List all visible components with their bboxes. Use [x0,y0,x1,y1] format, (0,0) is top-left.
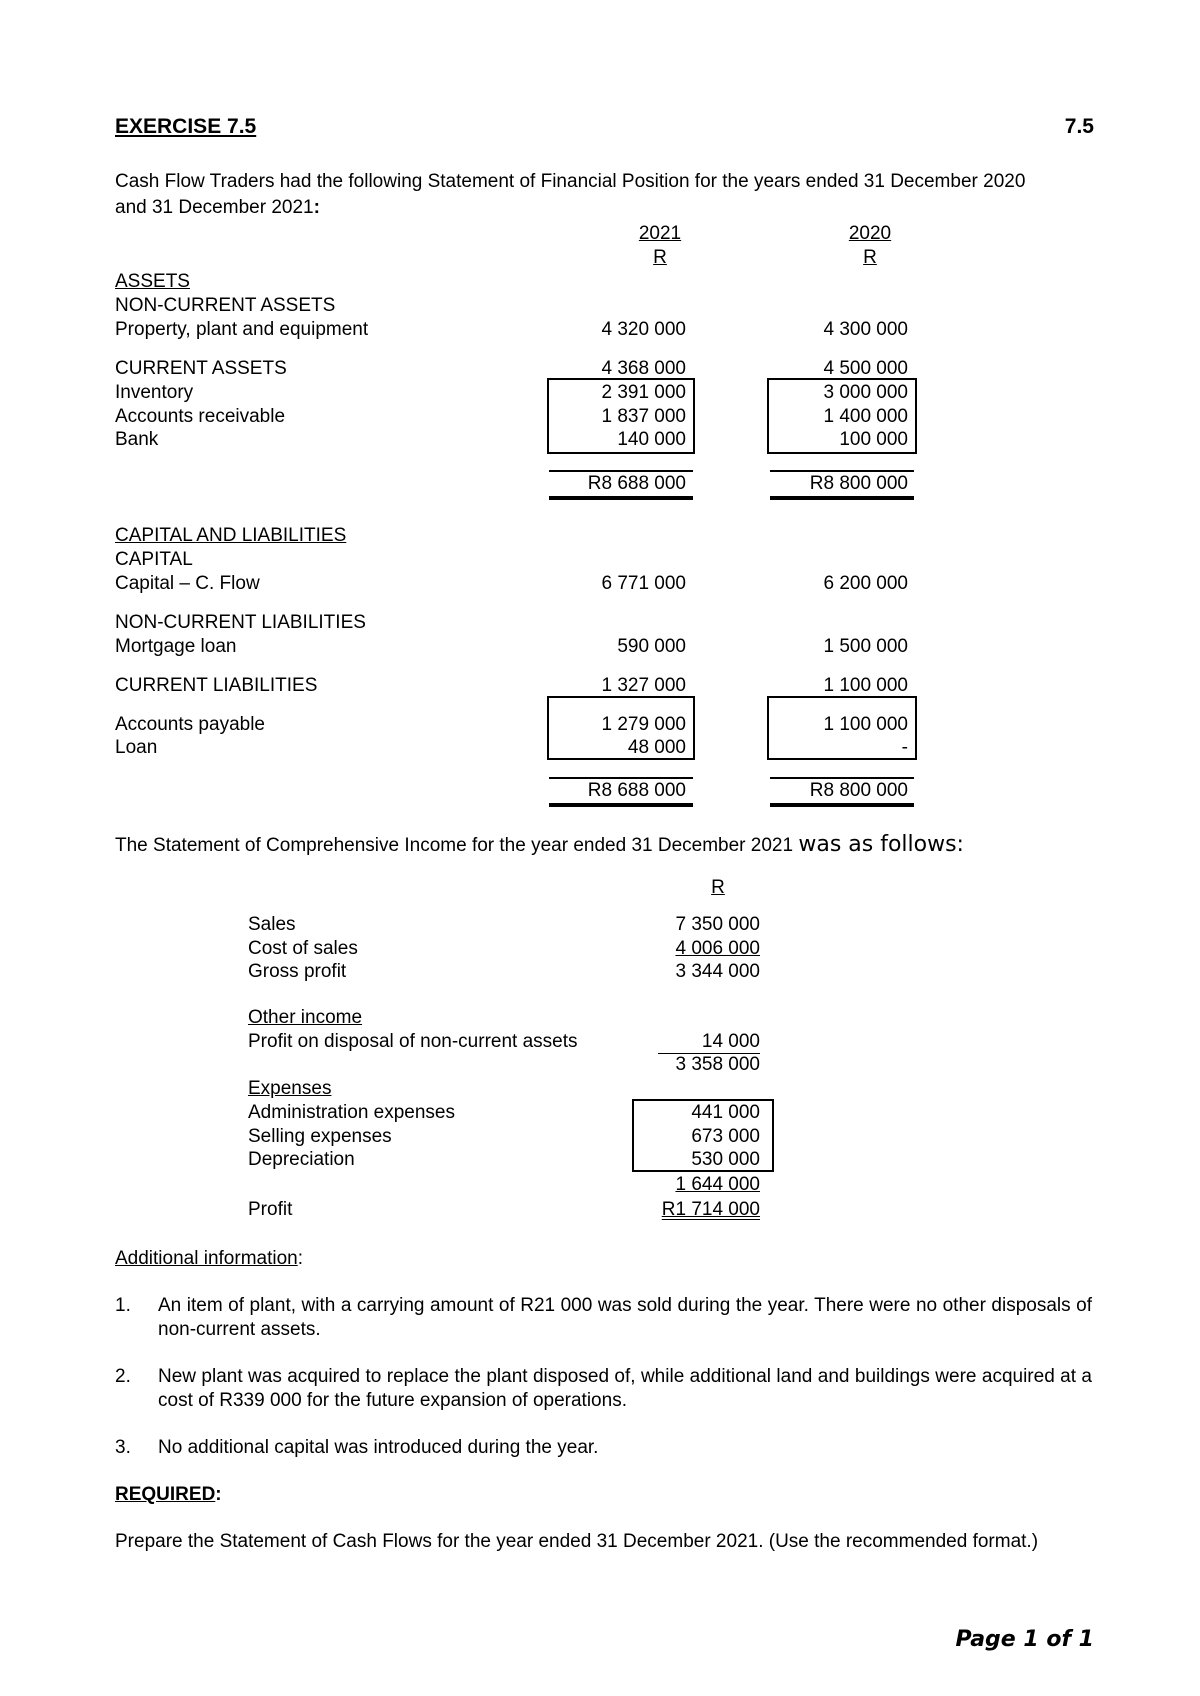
expenses-heading: Expenses [248,1078,332,1099]
other-income-heading: Other income [248,1007,363,1028]
total-cl-double-rule-2020 [770,803,914,807]
item-1-number: 1. [115,1295,131,1316]
required-text: Prepare the Statement of Cash Flows for the year ended 31 December 2021. (Use the recommended format.) [115,1531,1039,1552]
ppe-label: Property, plant and equipment [115,319,369,340]
item-2-text: New plant was acquired to replace the plant disposed of, while additional land and buildings were acquired at a cost of R339 000 for the future expansion of operations. [158,1366,1092,1411]
selling-value: 673 000 [691,1126,760,1147]
inventory-2020: 3 000 000 [823,382,908,403]
col-currency-2021: R [653,247,667,268]
col-header-2020: 2020 [848,223,892,244]
capital-2020: 6 200 000 [823,573,908,594]
capital-2021: 6 771 000 [601,573,686,594]
soci-currency: R [711,877,725,898]
profit-label: Profit [248,1199,293,1220]
cliab-2021: 1 327 000 [601,675,686,696]
profit-value: R1 714 000 [661,1199,760,1220]
ppe-2020: 4 300 000 [823,319,908,340]
page-number: Page 1 of 1 [955,1627,1094,1652]
assets-heading: ASSETS [115,271,190,292]
mortgage-label: Mortgage loan [115,636,237,657]
ca-2020: 4 500 000 [823,358,908,379]
ca-2021: 4 368 000 [601,358,686,379]
item-1-text: An item of plant, with a carrying amount of R21 000 was sold during the year. There were no other disposals of non-current assets. [158,1295,1092,1340]
disposal-label: Profit on disposal of non-current assets [248,1031,578,1052]
cliab-label: CURRENT LIABILITIES [115,675,318,696]
required-heading: REQUIRED: [115,1484,222,1505]
nca-heading: NON-CURRENT ASSETS [115,295,336,316]
total-cl-double-rule-2021 [549,803,693,807]
bank-2020: 100 000 [839,429,908,450]
ca-label: CURRENT ASSETS [115,358,287,379]
bank-label: Bank [115,429,159,450]
disposal-value: 14 000 [701,1031,760,1052]
gp-label: Gross profit [248,961,347,982]
sales-label: Sales [248,914,296,935]
total-assets-2020: R8 800 000 [809,473,908,494]
total-assets-double-rule-2020 [770,496,914,500]
total-assets-2021: R8 688 000 [587,473,686,494]
item-3-number: 3. [115,1437,131,1458]
receivable-label: Accounts receivable [115,406,286,427]
subtotal-value: 3 358 000 [675,1054,760,1075]
loan-2021: 48 000 [627,737,686,758]
intro-line-1: Cash Flow Traders had the following Statement of Financial Position for the years ended 31 December 2020 [115,171,1026,192]
col-currency-2020: R [863,247,877,268]
additional-heading: Additional information: [115,1248,303,1269]
capital-label: Capital – C. Flow [115,573,260,594]
admin-label: Administration expenses [248,1102,455,1123]
inventory-2021: 2 391 000 [601,382,686,403]
loan-label: Loan [115,737,158,758]
exercise-title: EXERCISE 7.5 [115,115,257,138]
bank-2021: 140 000 [617,429,686,450]
receivable-2021: 1 837 000 [601,406,686,427]
depreciation-value: 530 000 [691,1149,760,1170]
receivable-2020: 1 400 000 [823,406,908,427]
mortgage-2021: 590 000 [617,636,686,657]
total-cl-2020: R8 800 000 [809,780,908,801]
total-assets-double-rule-2021 [549,496,693,500]
total-cl-2021: R8 688 000 [587,780,686,801]
soci-intro: The Statement of Comprehensive Income for the year ended 31 December 2021 was as follows: [115,832,964,857]
loan-2020: - [901,737,908,758]
intro-line-2: and 31 December 2021: [115,197,320,218]
expenses-total: 1 644 000 [675,1174,760,1195]
item-2-number: 2. [115,1366,131,1387]
inventory-label: Inventory [115,382,194,403]
cliab-2020: 1 100 000 [823,675,908,696]
exercise-number: 7.5 [1064,115,1094,138]
depreciation-label: Depreciation [248,1149,355,1170]
admin-value: 441 000 [691,1102,760,1123]
cos-value: 4 006 000 [675,938,760,959]
capital-heading: CAPITAL [115,549,193,570]
cos-label: Cost of sales [248,938,358,959]
payable-2021: 1 279 000 [601,714,686,735]
selling-label: Selling expenses [248,1126,392,1147]
payable-label: Accounts payable [115,714,265,735]
ncl-heading: NON-CURRENT LIABILITIES [115,612,366,633]
col-header-2021: 2021 [638,223,682,244]
payable-2020: 1 100 000 [823,714,908,735]
ppe-2021: 4 320 000 [601,319,686,340]
item-3-text: No additional capital was introduced during the year. [158,1437,599,1458]
cl-heading: CAPITAL AND LIABILITIES [115,525,347,546]
gp-value: 3 344 000 [675,961,760,982]
mortgage-2020: 1 500 000 [823,636,908,657]
sales-value: 7 350 000 [675,914,760,935]
